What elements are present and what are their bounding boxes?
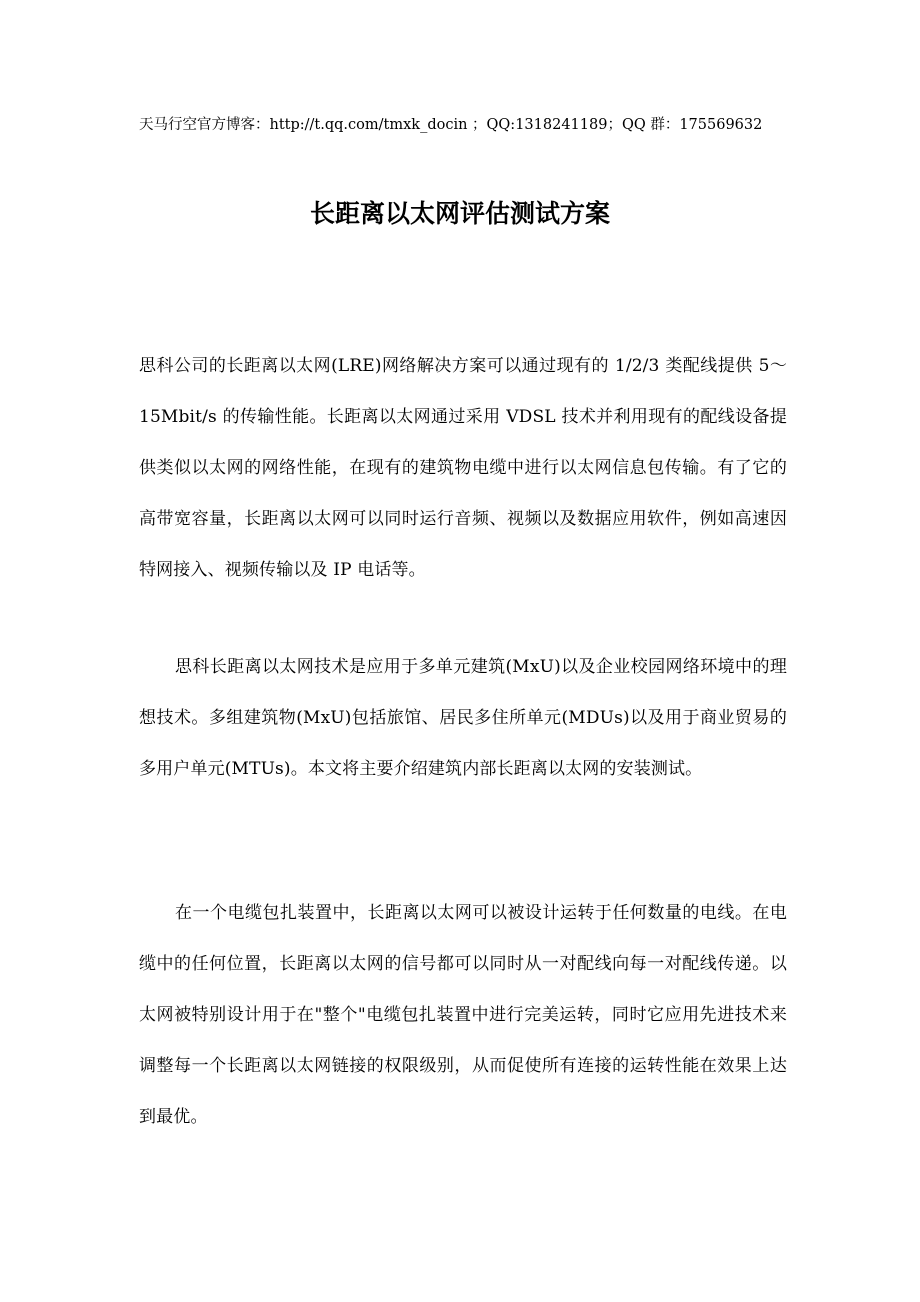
paragraph-cable-bundle: 在一个电缆包扎装置中，长距离以太网可以被设计运转于任何数量的电线。在电缆中的任何位置，长距离以太网的信号都可以同时从一对配线向每一对配线传递。以太网被特别设计用于在"整个"电缆包扎装置中进行完美运转，同时它应用先进技术来调整每一个长距离以太网链接的权限级别，从而促使所有连接的运转性能在效果上达到最优。: [139, 903, 787, 1127]
blog-header-line: 天马行空官方博客：http://t.qq.com/tmxk_docin ；QQ:1318241189；QQ 群：175569632: [139, 117, 763, 133]
paragraph-lre-intro: 思科公司的长距离以太网(LRE)网络解决方案可以通过现有的 1/2/3 类配线提供 5～15Mbit/s 的传输性能。长距离以太网通过采用 VDSL 技术并利用现有的配线设备提供类似以太网的网络性能，在现有的建筑物电缆中进行以太网信息包传输。有了它的高带宽容量，长距离以太网可以同时运行音频、视频以及数据应用软件，例如高速因特网接入、视频传输以及 IP 电话等。: [139, 356, 787, 580]
paragraph-mxu-environment: 思科长距离以太网技术是应用于多单元建筑(MxU)以及企业校园网络环境中的理想技术。多组建筑物(MxU)包括旅馆、居民多住所单元(MDUs)以及用于商业贸易的多用户单元(MTUs)。本文将主要介绍建筑内部长距离以太网的安装测试。: [139, 657, 787, 779]
document-title: 长距离以太网评估测试方案: [309, 199, 610, 228]
